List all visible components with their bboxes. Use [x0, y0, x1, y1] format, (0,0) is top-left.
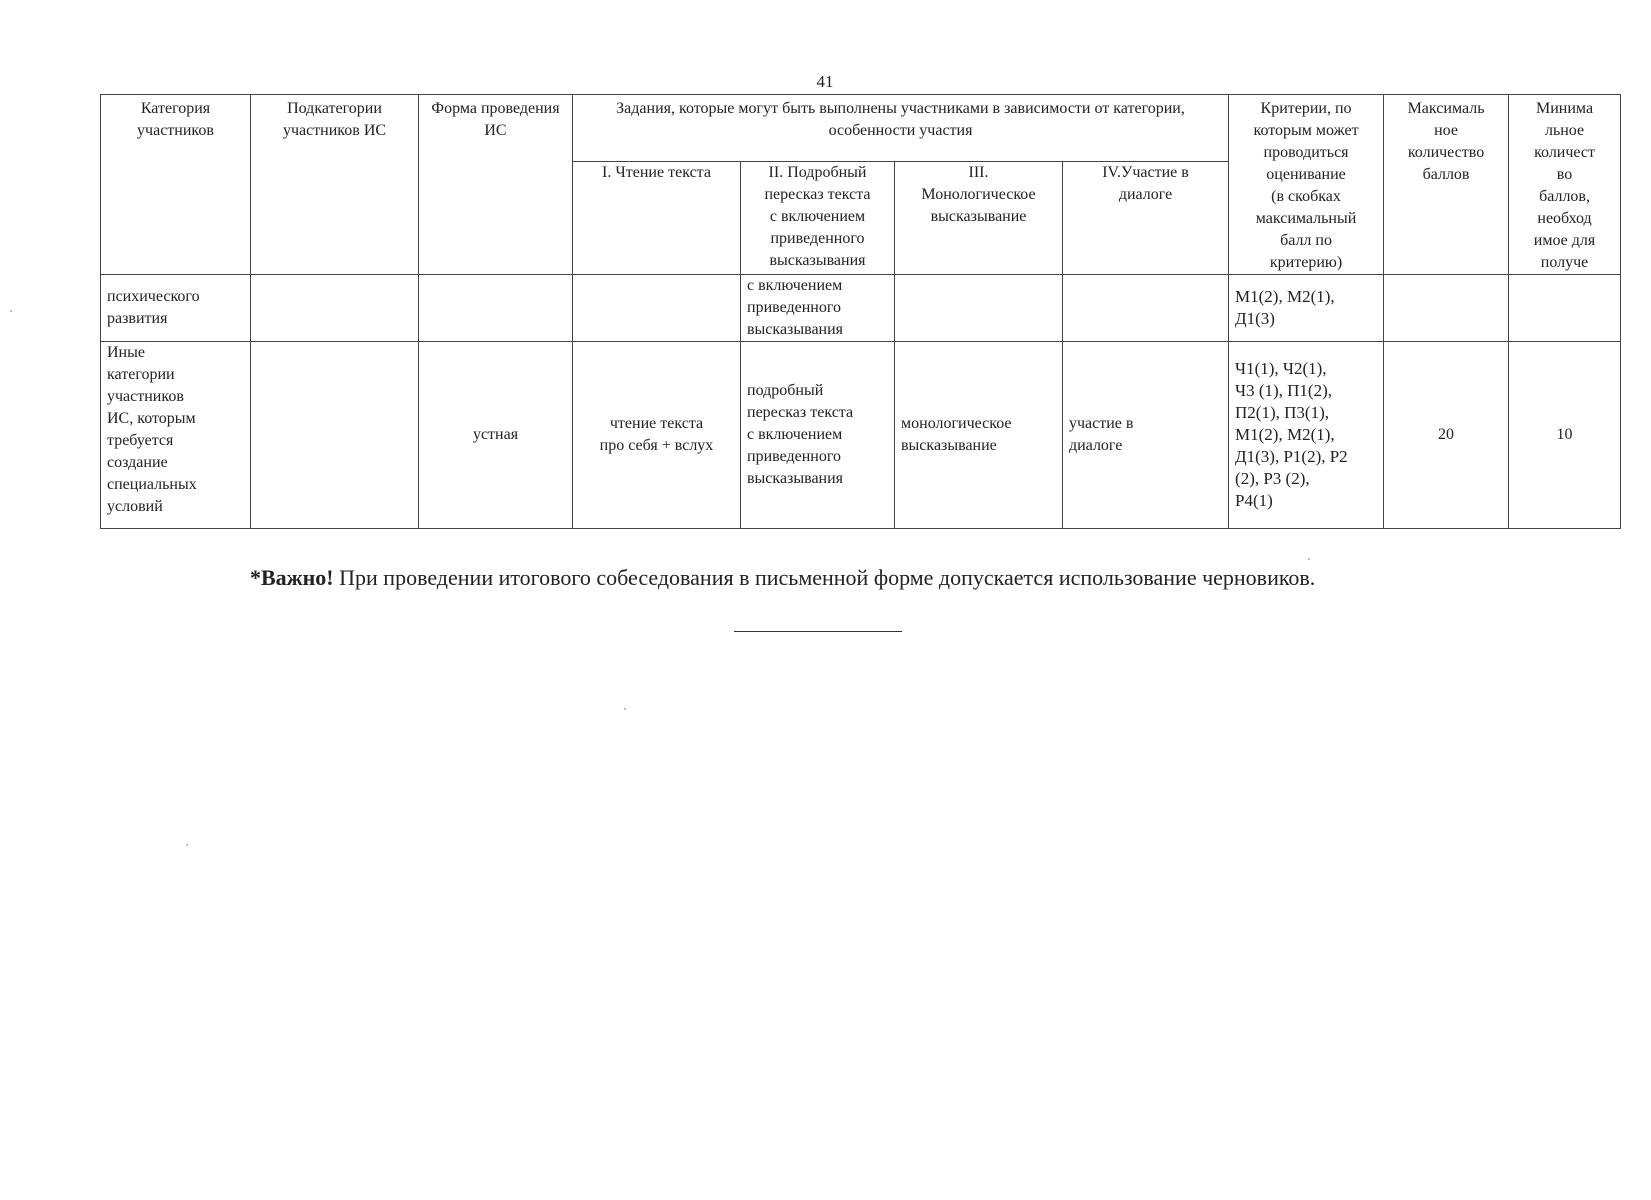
header-criteria: Критерии, по которым может проводиться оценивание (в скобках максимальный балл по критерию)	[1229, 95, 1384, 275]
cell-task-2: подробный пересказ текста с включением приведенного высказывания	[741, 342, 895, 529]
header-task-2: II. Подробный пересказ текста с включением приведенного высказывания	[741, 162, 895, 275]
header-tasks-group: Задания, которые могут быть выполнены участниками в зависимости от категории, особенности участия	[573, 95, 1229, 162]
cell-min-score	[1509, 275, 1621, 342]
participants-table	[100, 94, 1621, 529]
header-task-1: I. Чтение текста	[573, 162, 741, 275]
cell-task-4: участие в диалоге	[1063, 342, 1229, 529]
header-row-1	[101, 95, 1621, 162]
header-task-3: III. Монологическое высказывание	[895, 162, 1063, 275]
cell-subcategory	[251, 275, 419, 342]
cell-max-score: 20	[1384, 342, 1509, 529]
scan-speck	[186, 844, 188, 846]
cell-category: Иные категории участников ИС, которым требуется создание специальных условий	[101, 342, 251, 529]
cell-criteria: Ч1(1), Ч2(1), Ч3 (1), П1(2), П2(1), П3(1), М1(2), М2(1), Д1(3), Р1(2), Р2 (2), Р3 (2), Р4(1)	[1229, 342, 1384, 529]
separator-line	[734, 631, 902, 632]
cell-criteria: М1(2), М2(1), Д1(3)	[1229, 275, 1384, 342]
important-note	[250, 564, 1315, 592]
page-number: 41	[816, 72, 834, 91]
cell-form: устная	[419, 342, 573, 529]
scan-speck	[1308, 558, 1310, 560]
table-row	[101, 275, 1621, 342]
cell-task-4	[1063, 275, 1229, 342]
important-note-label: *Важно!	[250, 565, 334, 590]
header-max-score: Максималь ное количество баллов	[1384, 95, 1509, 275]
cell-task-2: с включением приведенного высказывания	[741, 275, 895, 342]
cell-task-3	[895, 275, 1063, 342]
header-category: Категория участников	[101, 95, 251, 275]
header-form: Форма проведения ИС	[419, 95, 573, 275]
header-task-4: IV.Участие в диалоге	[1063, 162, 1229, 275]
cell-task-3: монологическое высказывание	[895, 342, 1063, 529]
cell-max-score	[1384, 275, 1509, 342]
cell-category: психического развития	[101, 275, 251, 342]
header-min-score: Минима льное количест во баллов, необход имое для получе	[1509, 95, 1621, 275]
cell-form	[419, 275, 573, 342]
important-note-text: При проведении итогового собеседования в письменной форме допускается использование черновиков.	[333, 565, 1316, 590]
cell-task-1: чтение текста про себя + вслух	[573, 342, 741, 529]
scan-speck	[624, 708, 626, 710]
header-subcategory: Подкатегории участников ИС	[251, 95, 419, 275]
cell-task-1	[573, 275, 741, 342]
table-row	[101, 342, 1621, 529]
scan-speck	[10, 310, 12, 312]
cell-subcategory	[251, 342, 419, 529]
cell-min-score: 10	[1509, 342, 1621, 529]
